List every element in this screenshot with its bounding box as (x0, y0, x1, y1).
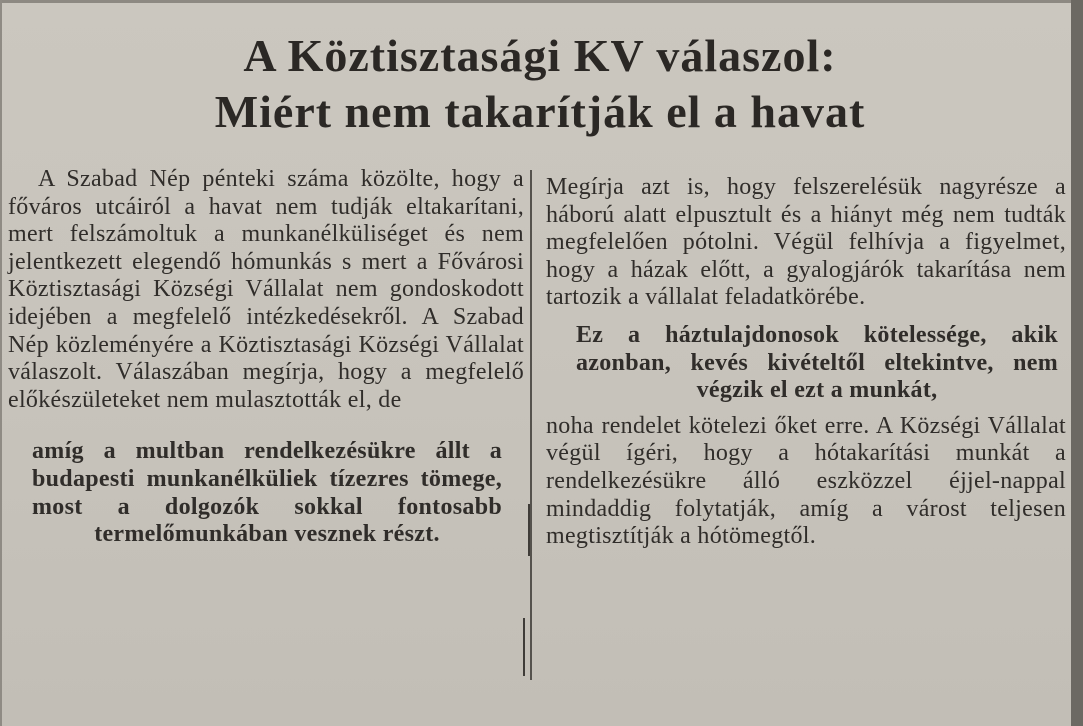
headline (20, 28, 1060, 140)
top-edge (0, 0, 1083, 3)
right-paragraph: Megírja azt is, hogy felszerelésük nagyrésze a háború alatt elpusztult és a hiányt még nem tudták megfelelően pótolni. Végül felhívja a figyelmet, hogy a házak előtt, a gyalogjárók takarítása nem tartozik a vállalat feladatkörébe. (546, 174, 1066, 311)
right-bold-block: Ez a háztulajdonosok kötelessége, akik azonban, kevés kivételtől eltekintve, nem végzik el ezt a munkát, (576, 321, 1058, 404)
right-tail-paragraph: noha rendelet kötelezi őket erre. A Községi Vállalat végül ígéri, hogy a hótakarítási munkát a rendelkezésükre álló eszközzel éjjel-nappal mindaddig folytatják, amíg a várost teljesen megtisztítják a hótömegtől. (546, 412, 1066, 550)
left-edge (0, 0, 2, 726)
column-rule-mark (523, 618, 525, 676)
left-column (8, 166, 524, 549)
right-column (546, 174, 1066, 551)
column-rule-mark (528, 504, 530, 556)
headline-line-1: A Köztisztasági KV válaszol: (243, 30, 837, 81)
left-paragraph: A Szabad Nép pénteki száma közölte, hogy a főváros utcáiról a havat nem tudják eltakarítani, mert felszámoltuk a munkanélküliséget és nem jelentkezett elegendő hómunkás s mert a Fővárosi Köztisztasági Községi Vállalat nem gondoskodott idejében a megfelelő intézkedésekről. A Szabad Nép közleményére a Köztisztasági Községi Vállalat válaszolt. Válaszában megírja, hogy a megfelelő előkészületeket nem mulasztották el, de (8, 166, 524, 413)
column-divider (530, 170, 532, 680)
headline-line-2: Miért nem takarítják el a havat (214, 86, 866, 137)
right-edge (1071, 0, 1083, 726)
left-bold-block: amíg a multban rendelkezésükre állt a budapesti munkanélküliek tízezres tömege, most a dolgozók sokkal fontosabb termelőmunkában vesznek részt. (32, 438, 502, 548)
